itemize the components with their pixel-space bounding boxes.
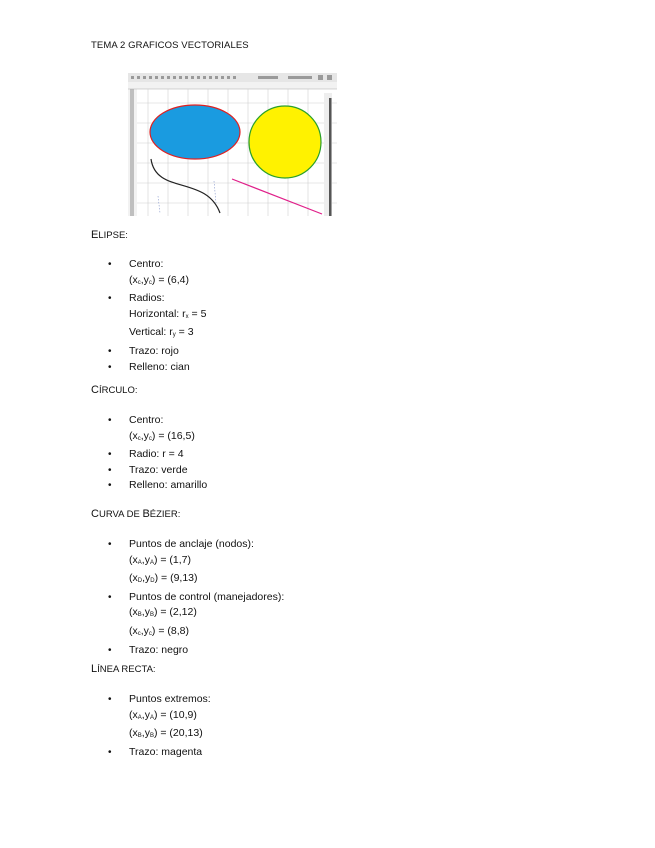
list-item: • Radios: Horizontal: $r_x = 5$ Vertical: $r_y = 3$: [108, 291, 206, 344]
vector-canvas: [128, 73, 337, 216]
list-item: • Puntos de anclaje (nodos): $(x_A,y_A) = (1,7)$ $(x_D,y_D) = (9,13)$: [108, 537, 284, 590]
list-item: • Trazo: magenta: [108, 745, 211, 761]
list-linea: [108, 692, 211, 760]
list-item: • Trazo: negro: [108, 643, 284, 659]
vector-graphics-screenshot: [128, 73, 337, 216]
list-item: • Trazo: verde: [108, 463, 207, 479]
page-title: TEMA 2 GRAFICOS VECTORIALES: [91, 40, 249, 51]
ellipse-shape: [150, 105, 240, 159]
section-heading-circulo: CÍRCULO:: [91, 384, 138, 396]
section-heading-elipse: ELIPSE:: [91, 229, 128, 241]
circle-shape: [249, 106, 321, 178]
list-item: • Centro: $(x_c,y_c) = (16,5)$: [108, 413, 207, 447]
list-item: • Relleno: amarillo: [108, 478, 207, 494]
list-circulo: [108, 413, 207, 494]
section-heading-linea: LÍNEA RECTA:: [91, 663, 156, 675]
list-bezier: [108, 537, 284, 658]
list-item: • Centro: $(x_c,y_c) = (6,4)$: [108, 257, 206, 291]
section-heading-bezier: CURVA DE BÉZIER:: [91, 508, 181, 520]
list-item: • Radio: r = 4: [108, 447, 207, 463]
list-item: • Puntos extremos: $(x_A,y_A) = (10,9)$ $(x_B,y_B) = (20,13)$: [108, 692, 211, 745]
list-item: • Relleno: cian: [108, 360, 206, 376]
list-item: • Puntos de control (manejadores): $(x_B,y_B) = (2,12)$ $(x_c,y_c) = (8,8)$: [108, 590, 284, 643]
list-item: • Trazo: rojo: [108, 344, 206, 360]
list-elipse: [108, 257, 206, 375]
